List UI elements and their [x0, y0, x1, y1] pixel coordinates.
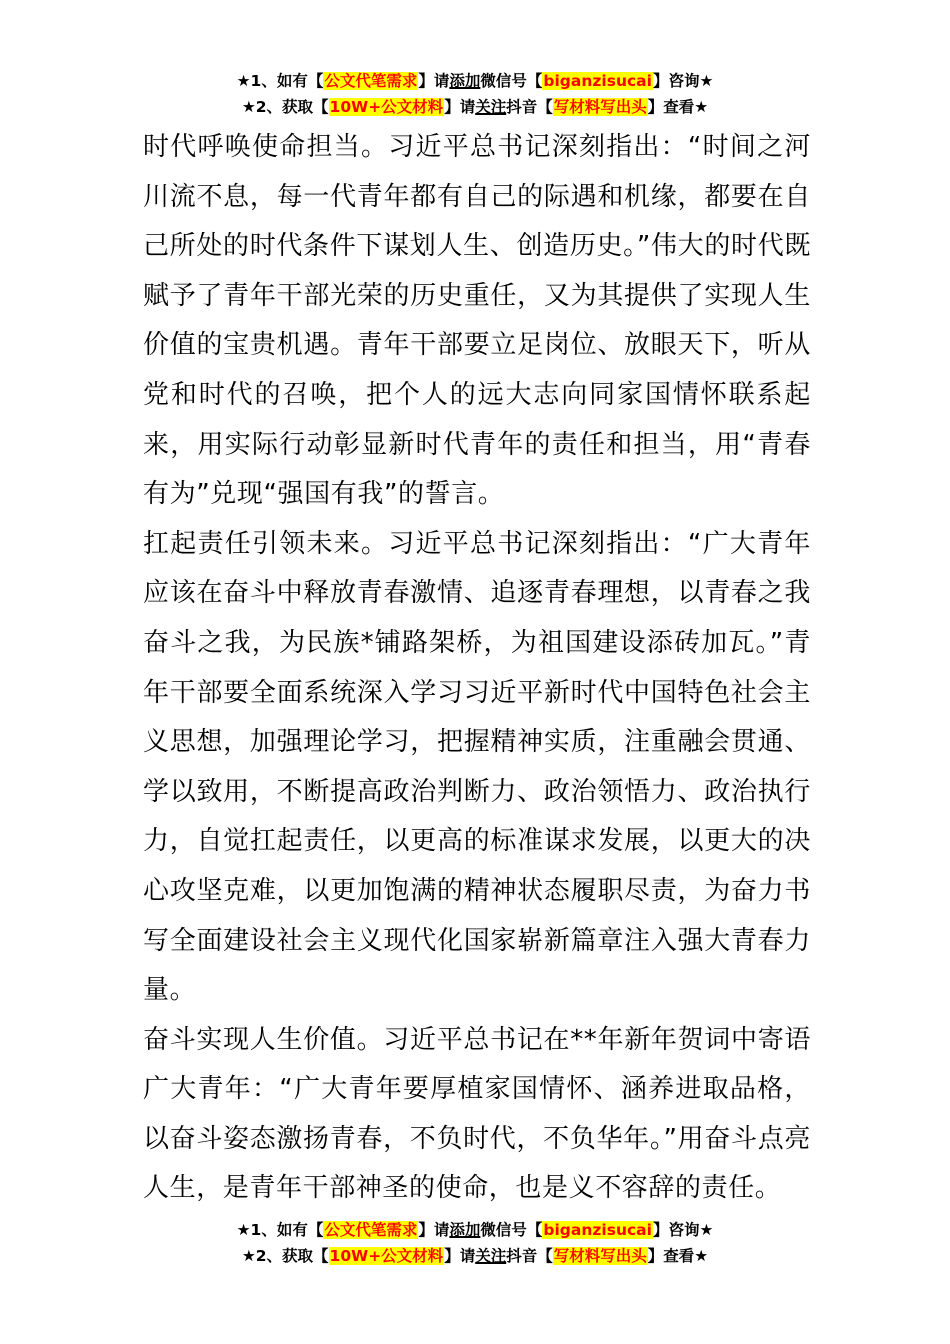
wechat-id-highlight: biganzisucai	[543, 72, 652, 90]
service-highlight: 公文代笔需求	[324, 1221, 418, 1239]
header-banner-line-1: ★1、如有【公文代笔需求】请添加微信号【biganzisucai】咨询★	[236, 72, 714, 90]
footer-banner-line-2: ★2、获取【10W+公文材料】请关注抖音【写材料写出头】查看★	[241, 1247, 709, 1265]
materials-highlight: 10W+公文材料	[329, 1247, 444, 1265]
douyin-id-highlight: 写材料写出头	[553, 98, 647, 116]
document-body	[143, 123, 811, 1214]
header-banner	[0, 68, 950, 120]
service-highlight: 公文代笔需求	[324, 72, 418, 90]
paragraph-1: 时代呼唤使命担当。习近平总书记深刻指出：“时间之河川流不息，每一代青年都有自己的际遇和机缘，都要在自己所处的时代条件下谋划人生、创造历史。”伟大的时代既赋予了青年干部光荣的历史重任，又为其提供了实现人生价值的宝贵机遇。青年干部要立足岗位、放眼天下，听从党和时代的召唤，把个人的远大志向同家国情怀联系起来，用实际行动彰显新时代青年的责任和担当，用“青春有为”兑现“强国有我”的誓言。	[143, 132, 811, 510]
header-banner-line-2: ★2、获取【10W+公文材料】请关注抖音【写材料写出头】查看★	[241, 98, 709, 116]
wechat-id-highlight: biganzisucai	[543, 1221, 652, 1239]
footer-banner-line-1: ★1、如有【公文代笔需求】请添加微信号【biganzisucai】咨询★	[236, 1221, 714, 1239]
paragraph-3: 奋斗实现人生价值。习近平总书记在**年新年贺词中寄语广大青年：“广大青年要厚植家国情怀、涵养进取品格，以奋斗姿态激扬青春，不负时代，不负华年。”用奋斗点亮人生，是青年干部神圣的使命，也是义不容辞的责任。	[143, 1024, 811, 1204]
paragraph-2: 扛起责任引领未来。习近平总书记深刻指出：“广大青年应该在奋斗中释放青春激情、追逐青春理想，以青春之我奋斗之我，为民族*铺路架桥，为祖国建设添砖加瓦。”青年干部要全面系统深入学习习近平新时代中国特色社会主义思想，加强理论学习，把握精神实质，注重融会贯通、学以致用，不断提高政治判断力、政治领悟力、政治执行力，自觉扛起责任，以更高的标准谋求发展，以更大的决心攻坚克难，以更加饱满的精神状态履职尽责，为奋力书写全面建设社会主义现代化国家崭新篇章注入强大青春力量。	[143, 528, 811, 1006]
materials-highlight: 10W+公文材料	[329, 98, 444, 116]
douyin-id-highlight: 写材料写出头	[553, 1247, 647, 1265]
footer-banner	[0, 1217, 950, 1269]
